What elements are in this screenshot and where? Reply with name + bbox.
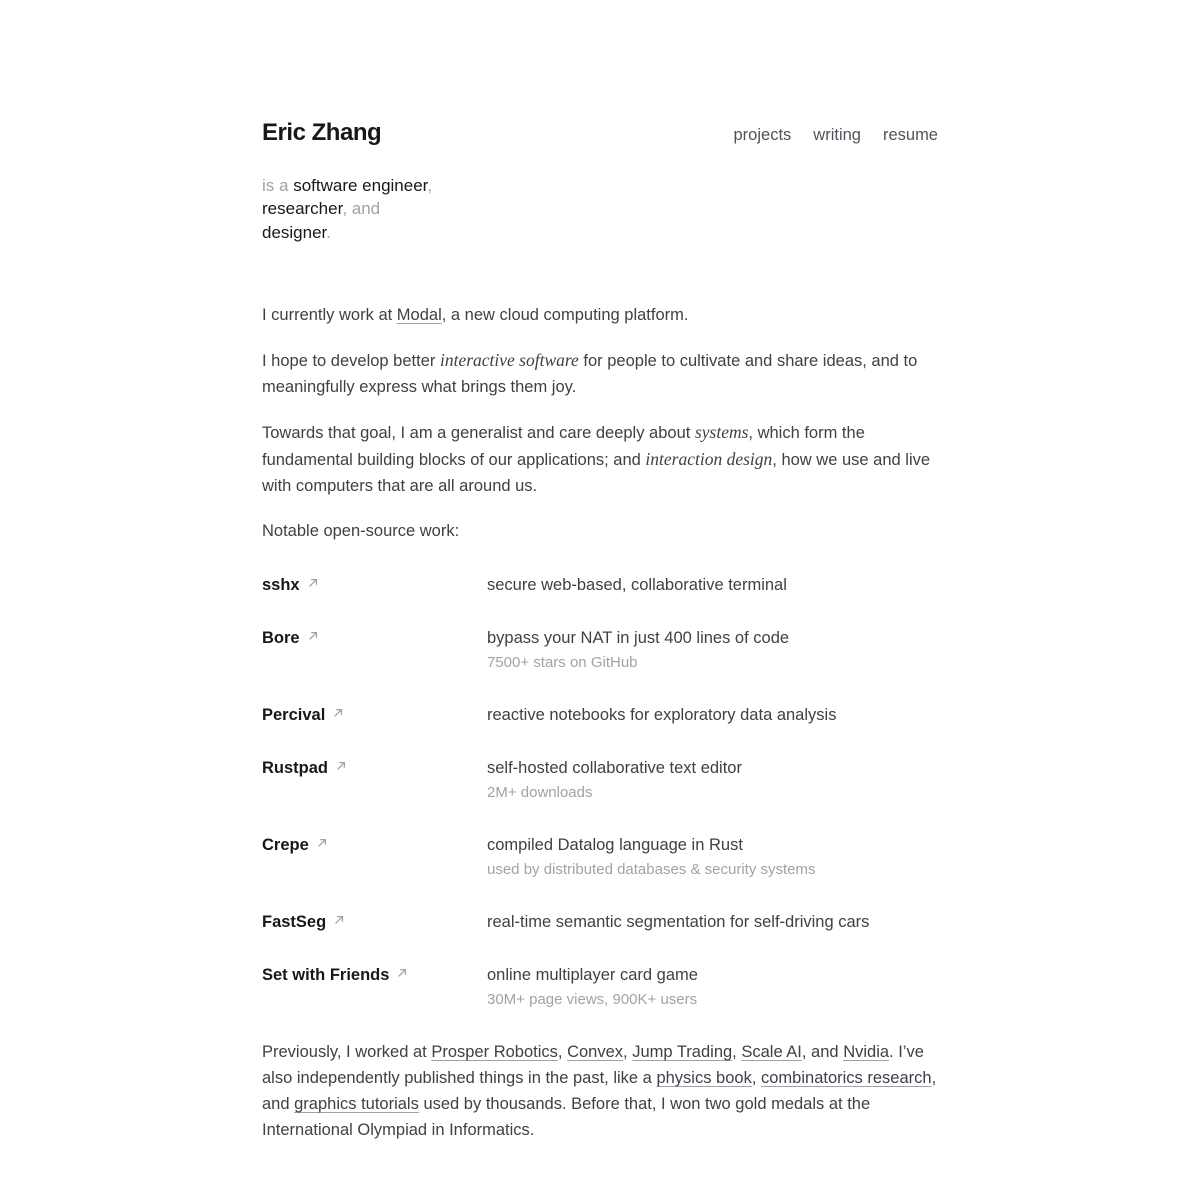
project-stat-note: 2M+ downloads — [487, 784, 593, 802]
intro-text: for people to cultivate and share ideas, and to meaningfully express what brings them joy. — [262, 352, 918, 397]
intro-paragraph-1 — [262, 302, 938, 328]
project-details — [487, 832, 938, 882]
emphasis-systems: systems — [694, 422, 749, 443]
project-details — [487, 909, 938, 935]
project-name — [262, 909, 487, 935]
project-row-fastseg — [262, 909, 938, 935]
nav-link-resume[interactable]: resume — [882, 126, 938, 144]
jump-trading-link[interactable]: Jump Trading — [632, 1043, 733, 1062]
project-name — [262, 702, 487, 728]
outro-paragraph — [262, 1039, 938, 1143]
tagline-connector: , — [427, 175, 433, 195]
outro-text: , — [751, 1069, 761, 1088]
external-link-arrow-icon — [396, 967, 408, 979]
outro-text: , and — [262, 1069, 937, 1114]
project-stat-note: 30M+ page views, 900K+ users — [487, 991, 698, 1009]
tagline-connector: , and — [342, 199, 381, 219]
outro-text: , — [557, 1043, 568, 1062]
external-link-arrow-icon — [307, 630, 319, 642]
modal-link[interactable]: Modal — [396, 306, 442, 325]
emphasis-interaction-design: interaction design — [645, 449, 773, 470]
project-link-set-with-friends[interactable]: Set with Friends — [262, 966, 390, 985]
emphasis-interactive-software: interactive software — [439, 350, 579, 371]
project-row-rustpad — [262, 755, 938, 805]
top-nav — [734, 126, 939, 145]
project-stat-note: used by distributed databases & security systems — [487, 861, 816, 879]
project-row-crepe — [262, 832, 938, 882]
project-description: self-hosted collaborative text editor — [487, 759, 742, 778]
physics-book-link[interactable]: physics book — [656, 1069, 752, 1088]
external-link-arrow-icon — [335, 760, 347, 772]
page — [262, 0, 938, 1143]
project-description: online multiplayer card game — [487, 966, 698, 985]
outro-text: , — [623, 1043, 633, 1062]
project-details — [487, 572, 938, 598]
project-stat-note: 7500+ stars on GitHub — [487, 654, 638, 672]
nav-link-writing[interactable]: writing — [813, 126, 861, 144]
project-details — [487, 625, 938, 675]
intro-text: I hope to develop better — [262, 352, 440, 371]
project-link-sshx[interactable]: sshx — [262, 576, 300, 595]
project-details — [487, 962, 938, 1012]
intro-text: Towards that goal, I am a generalist and care deeply about — [262, 424, 695, 443]
outro-text: . I’ve also independently published things in the past, like a — [262, 1043, 924, 1088]
tagline-role-designer: designer — [262, 222, 327, 242]
project-row-set-with-friends — [262, 962, 938, 1012]
project-name — [262, 625, 487, 675]
tagline — [262, 174, 938, 245]
external-link-arrow-icon — [333, 914, 345, 926]
project-link-fastseg[interactable]: FastSeg — [262, 913, 327, 932]
tagline-role-researcher: researcher — [262, 199, 343, 219]
graphics-tutorials-link[interactable]: graphics tutorials — [294, 1095, 419, 1114]
project-link-rustpad[interactable]: Rustpad — [262, 759, 328, 778]
convex-link[interactable]: Convex — [567, 1043, 624, 1062]
project-description: compiled Datalog language in Rust — [487, 836, 743, 855]
intro-paragraph-2 — [262, 347, 938, 400]
project-link-percival[interactable]: Percival — [262, 706, 326, 725]
intro-text: , a new cloud computing platform. — [441, 306, 689, 325]
project-description: reactive notebooks for exploratory data analysis — [487, 706, 837, 725]
project-link-bore[interactable]: Bore — [262, 629, 300, 648]
outro-text: used by thousands. Before that, I won two gold medals at the International Olympiad in Informatics. — [262, 1095, 871, 1140]
scale-ai-link[interactable]: Scale AI — [741, 1043, 802, 1062]
tagline-connector: . — [326, 222, 332, 242]
tagline-role-engineer: software engineer — [293, 175, 428, 195]
project-description: bypass your NAT in just 400 lines of code — [487, 629, 790, 648]
project-name — [262, 962, 487, 1012]
project-details — [487, 755, 938, 805]
outro-text: , and — [801, 1043, 844, 1062]
nav-link-projects[interactable]: projects — [733, 126, 792, 144]
project-list — [262, 572, 938, 1012]
intro-text: , which form the fundamental building blocks of our applications; and — [262, 424, 865, 470]
external-link-arrow-icon — [332, 707, 344, 719]
projects-section-heading: Notable open-source work: — [262, 522, 460, 541]
project-row-sshx — [262, 572, 938, 598]
project-row-bore — [262, 625, 938, 675]
prosper-robotics-link[interactable]: Prosper Robotics — [431, 1043, 558, 1062]
project-name — [262, 832, 487, 882]
tagline-connector: is a — [262, 175, 294, 195]
external-link-arrow-icon — [316, 837, 328, 849]
project-name — [262, 755, 487, 805]
project-description: real-time semantic segmentation for self-driving cars — [487, 913, 870, 932]
project-link-crepe[interactable]: Crepe — [262, 836, 309, 855]
external-link-arrow-icon — [307, 577, 319, 589]
project-description: secure web-based, collaborative terminal — [487, 576, 787, 595]
outro-text: , — [732, 1043, 742, 1062]
project-row-percival — [262, 702, 938, 728]
nvidia-link[interactable]: Nvidia — [843, 1043, 890, 1062]
combinatorics-research-link[interactable]: combinatorics research — [761, 1069, 932, 1088]
outro-text: Previously, I worked at — [262, 1043, 432, 1062]
project-details — [487, 702, 938, 728]
site-title: Eric Zhang — [262, 119, 382, 146]
intro-text: , how we use and live with computers that are all around us. — [262, 451, 931, 496]
project-name — [262, 572, 487, 598]
intro-text: I currently work at — [262, 306, 397, 325]
intro-paragraph-3 — [262, 419, 938, 499]
site-header — [262, 119, 938, 148]
